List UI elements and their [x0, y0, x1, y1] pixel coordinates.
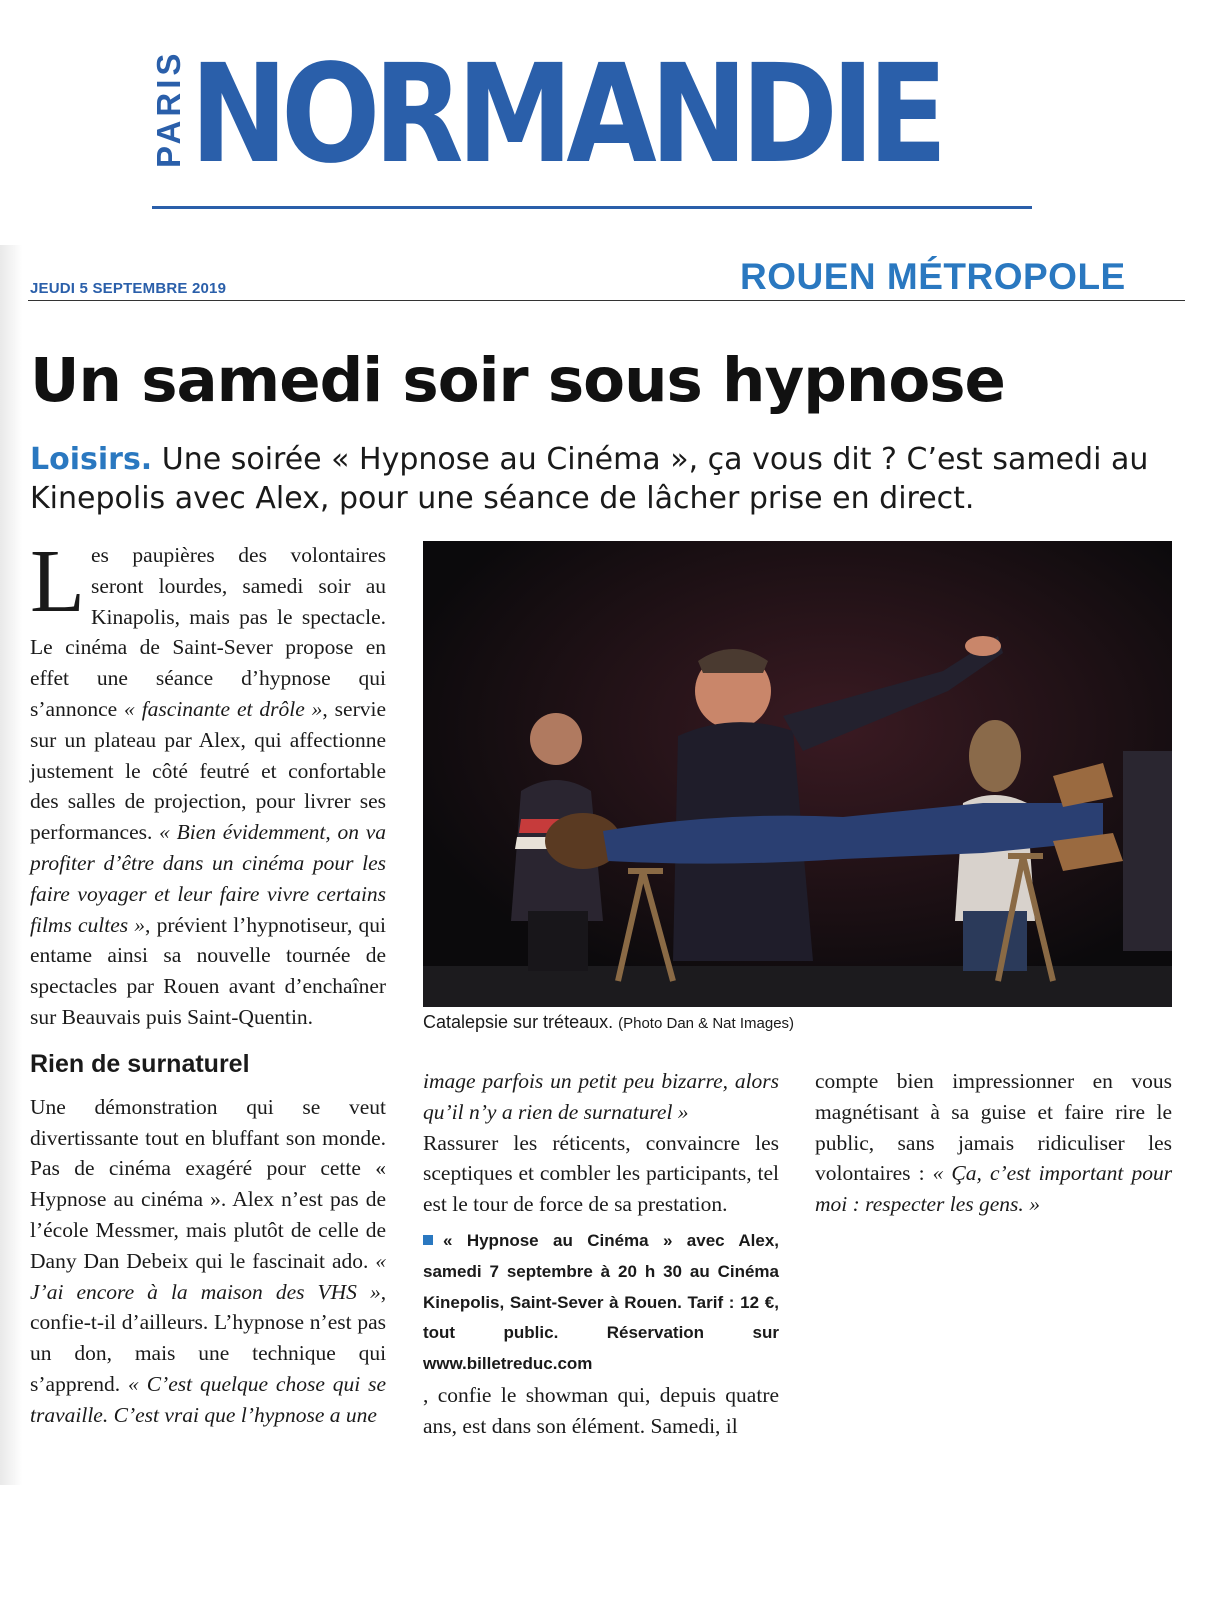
photo-credit: (Photo Dan & Nat Images): [618, 1015, 795, 1032]
quote: « C’est quelque chose qui se travaille. C’est vrai que l’hypnose a une: [30, 1371, 387, 1427]
body-text: Rassurer les réticents, convaincre les sceptiques et combler les participants, tel est le tour de force de sa prestation.: [423, 1130, 780, 1217]
article-column-3: [815, 1066, 1172, 1220]
photo-illustration: [423, 541, 1172, 1007]
header-rule: [28, 300, 1185, 301]
section-title: ROUEN MÉTROPOLE: [740, 256, 1126, 297]
body-text: es paupières des volontaires seront lourdes, samedi soir au Kinapolis, mais pas le spectacle. Le cinéma de Saint-Sever propose en effet une séance d’hypnose qui s’annonce: [30, 543, 387, 721]
article-kicker: [30, 440, 1190, 518]
article-subhead: Rien de surnaturel: [30, 1049, 250, 1078]
body-text: , servie sur un plateau par Alex, qui affectionne justement le côté feutré et confortable des salles de projection, pour livrer ses performances.: [30, 696, 387, 845]
event-info: « Hypnose au Cinéma » avec Alex, samedi 7 septembre à 20 h 30 au Cinéma Kinepolis, Saint-Sever à Rouen. Tarif : 12 €, tout public. Réservation sur www.billetreduc.com: [423, 1230, 780, 1374]
body-text: , confie le showman qui, depuis quatre ans, est dans son élément. Samedi, il: [423, 1382, 780, 1438]
masthead-rule: [152, 206, 1032, 209]
photo-caption: Catalepsie sur tréteaux. (Photo Dan & Nat Images): [423, 1012, 795, 1032]
article-headline: Un samedi soir sous hypnose: [30, 345, 1005, 416]
kicker-label: Loisirs.: [30, 442, 153, 477]
article-column-1: [30, 532, 387, 1431]
quote: « J’ai encore à la maison des VHS »: [30, 1248, 387, 1304]
quote: « Bien évidemment, on va profiter d’être dans un cinéma pour les faire voyager et leur faire vivre certains films cultes »: [30, 820, 387, 937]
body-text: compte bien impressionner en vous magnétisant à sa guise et faire rire le public, sans jamais ridiculiser les volontaires :: [815, 1069, 1173, 1186]
kicker-text: Une soirée « Hypnose au Cinéma », ça vous dit ? C’est samedi au Kinepolis avec Alex, pour une séance de lâcher prise en direct.: [30, 442, 1149, 516]
article-photo: [423, 541, 1172, 1007]
article-column-2: [423, 1066, 779, 1442]
body-text: , prévient l’hypnotiseur, qui entame ainsi sa nouvelle tournée de spectacles par Rouen avant d’enchaîner sur Beauvais puis Saint-Quentin.: [30, 912, 387, 1029]
masthead-paris: PARIS: [150, 49, 187, 168]
quote: image parfois un petit peu bizarre, alors qu’il n’y a rien de surnaturel »: [423, 1069, 780, 1124]
body-text: Une démonstration qui se veut divertissante tout en bluffant son monde. Pas de cinéma exagéré pour cette « Hypnose au cinéma ». Alex n’est pas de l’école Messmer, mais plutôt de celle de Dany Dan Debeix qui le fascinait ado.: [30, 1094, 387, 1273]
dropcap: L: [30, 532, 85, 631]
info-square-icon: [423, 1235, 433, 1245]
masthead-normandie: NORMANDIE: [190, 36, 941, 194]
issue-date: JEUDI 5 SEPTEMBRE 2019: [30, 280, 227, 297]
body-text: , confie-t-il d’ailleurs. L’hypnose n’est pas un don, mais une technique qui s’apprend.: [30, 1279, 387, 1396]
quote: « Ça, c’est important pour moi : respecter les gens. »: [815, 1161, 1173, 1217]
quote: « fascinante et drôle »: [124, 696, 323, 721]
